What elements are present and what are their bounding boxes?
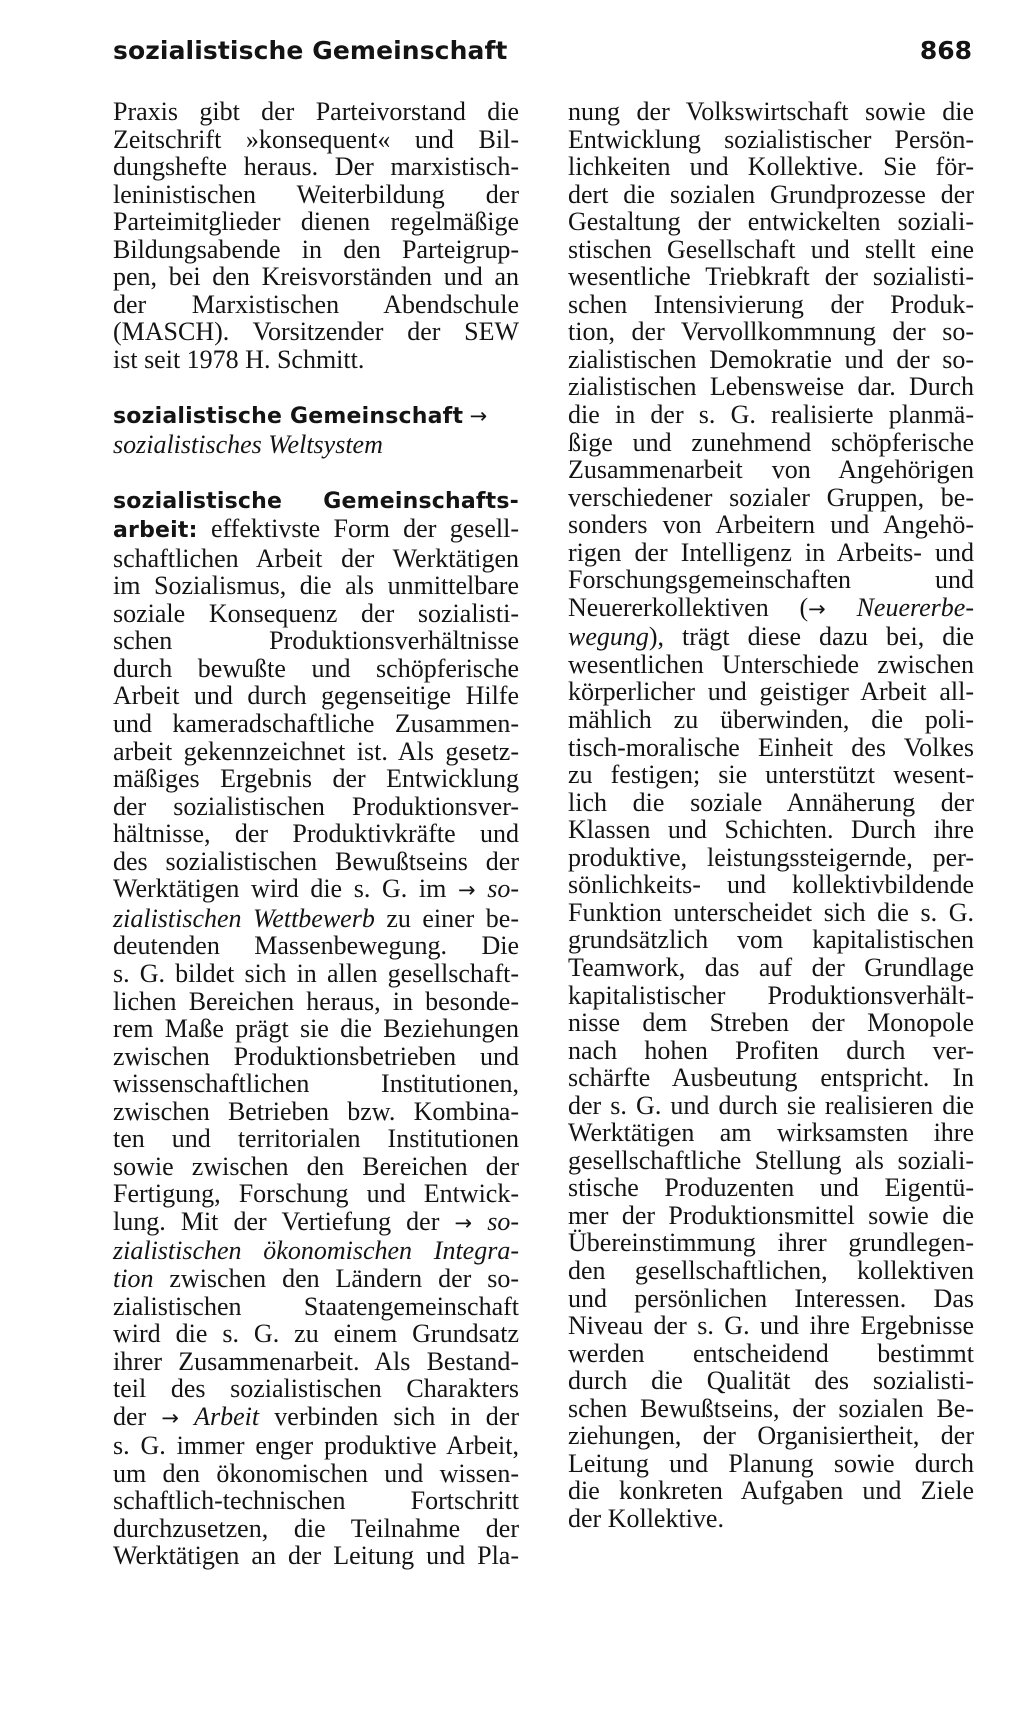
text-line: des sozialistischen Bewußtseins der: [113, 846, 519, 876]
text-line: stischen Gesellschaft und stellt eine: [568, 234, 974, 264]
cross-reference-link[interactable]: sozialistisches Weltsystem: [113, 429, 383, 459]
text-run: Werktätigen wird die s. G. im: [113, 874, 447, 904]
text-line: die konkreten Aufgaben und Ziele: [568, 1476, 974, 1506]
text-line: der sozialistischen Produktionsver-: [113, 791, 519, 821]
text-line: [568, 623, 974, 651]
right-column: [568, 98, 974, 1532]
text-line: schaftlichen Arbeit der Werktätigen: [113, 543, 519, 573]
text-run: der: [113, 1401, 147, 1431]
entry-headword: sozialistische Gemeinschaft: [113, 404, 464, 430]
text-line: ist seit 1978 H. Schmitt.: [113, 344, 365, 374]
cross-reference-arrow-icon: →: [469, 404, 488, 429]
text-line: schen Bewußtseins, der sozialen Be-: [568, 1393, 974, 1423]
text-line: und kameradschaftliche Zusammen-: [113, 709, 519, 739]
text-line: sonders von Arbeitern und Angehö-: [568, 510, 974, 540]
cross-reference-arrow-icon: →: [161, 1405, 179, 1430]
text-line: zialistischen Lebensweise dar. Durch: [568, 372, 974, 402]
entry-headword: arbeit:: [113, 518, 198, 544]
text-line: zwischen Produktionsbetrieben und: [113, 1041, 519, 1071]
text-line: lichen Bereichen heraus, in besonde-: [113, 986, 519, 1016]
text-line: tisch-moralische Einheit des Volkes: [568, 732, 974, 762]
text-line: durch bewußte und schöpferische: [113, 653, 519, 683]
text-line: körperlicher und geistiger Arbeit all-: [568, 677, 974, 707]
text-line: arbeit gekennzeichnet ist. Als gesetz-: [113, 736, 519, 766]
definition-text: effektivste Form der gesell-: [210, 514, 520, 544]
cross-reference-arrow-icon: →: [457, 878, 476, 903]
text-line: Leitung und Planung sowie durch: [568, 1448, 974, 1478]
text-line: der Kollektive.: [568, 1503, 724, 1533]
text-line: mäßiges Ergebnis der Entwicklung: [113, 764, 519, 794]
cross-reference-link[interactable]: so-: [487, 1206, 519, 1236]
text-line: nung der Volkswirtschaft sowie die: [568, 97, 974, 126]
running-head: sozialistische Gemeinschaft: [113, 36, 508, 65]
text-line: grundsätzlich vom kapitalistischen: [568, 925, 974, 955]
text-line: [113, 875, 519, 905]
text-line: schen Produktionsverhältnisse: [113, 626, 519, 656]
text-line: lich die soziale Annäherung der: [568, 787, 974, 817]
text-line: zwischen Betrieben bzw. Kombina-: [113, 1096, 519, 1126]
text-line: [113, 1265, 519, 1293]
text-line: nach hohen Profiten durch ver-: [568, 1035, 974, 1065]
text-line: Arbeit und durch gegenseitige Hilfe: [113, 681, 519, 711]
text-line: ihrer Zusammenarbeit. Als Bestand-: [113, 1346, 519, 1376]
text-line: Werktätigen an der Leitung und Pla-: [113, 1541, 519, 1571]
text-line: teil des sozialistischen Charakters: [113, 1374, 519, 1404]
text-line: schärfte Ausbeutung entspricht. In: [568, 1063, 974, 1093]
text-line: Forschungsgemeinschaften und: [568, 565, 974, 595]
text-line: hältnisse, der Produktivkräfte und: [113, 819, 519, 849]
text-line: wissenschaftlichen Institutionen,: [113, 1069, 519, 1099]
text-line: schaftlich-technischen Fortschritt: [113, 1486, 519, 1516]
left-column: [113, 98, 519, 1570]
cross-reference-arrow-icon: →: [454, 1210, 473, 1235]
text-line: mählich zu überwinden, die poli-: [568, 705, 974, 735]
text-line: nisse dem Streben der Monopole: [568, 1008, 974, 1038]
text-line: [568, 594, 974, 624]
cross-reference-link[interactable]: Neuererbe-: [856, 592, 974, 622]
text-line: sowie zwischen den Bereichen der: [113, 1151, 519, 1181]
text-line: wird die s. G. zu einem Grundsatz: [113, 1319, 519, 1349]
text-line: um den ökonomischen und wissen-: [113, 1458, 519, 1488]
text-line: [113, 1208, 519, 1238]
text-line: s. G. immer enger produktive Arbeit,: [113, 1431, 519, 1461]
text-line: Teamwork, das auf der Grundlage: [568, 952, 974, 982]
text-line: verschiedener sozialer Gruppen, be-: [568, 482, 974, 512]
text-line: Parteimitglieder dienen regelmäßige: [113, 207, 519, 237]
cross-reference-arrow-icon: →: [808, 596, 826, 621]
text-line: ten und territorialen Institutionen: [113, 1124, 519, 1154]
text-line: [113, 1237, 519, 1265]
cross-reference-link[interactable]: tion: [113, 1263, 154, 1293]
entry-sozialistische-gemeinschaftsarbeit: [113, 486, 519, 1570]
text-line: wesentlichen Unterschiede zwischen: [568, 649, 974, 679]
text-line: Werktätigen am wirksamsten ihre: [568, 1118, 974, 1148]
text-run: zu einer be-: [386, 903, 519, 933]
text-line: Entwicklung sozialistischer Persön-: [568, 124, 974, 154]
text-line: Praxis gibt der Parteivorstand die: [113, 97, 519, 126]
text-line: (MASCH). Vorsitzender der SEW: [113, 317, 519, 347]
text-line: der Marxistischen Abendschule: [113, 289, 519, 319]
text-line: zu festigen; sie unterstützt wesent-: [568, 760, 974, 790]
text-line: den gesellschaftlichen, kollektiven: [568, 1255, 974, 1285]
text-line: [113, 1403, 519, 1433]
text-line: rem Maße prägt sie die Beziehungen: [113, 1014, 519, 1044]
text-line: werden entscheidend bestimmt: [568, 1338, 974, 1368]
text-line: wesentliche Triebkraft der sozialisti-: [568, 262, 974, 292]
text-line: zialistischen Staatengemeinschaft: [113, 1291, 519, 1321]
text-line: Zeitschrift »konsequent« und Bil-: [113, 124, 519, 154]
cross-reference-link[interactable]: zialistischen Wettbewerb: [113, 903, 375, 933]
text-line: Niveau der s. G. und ihre Ergebnisse: [568, 1311, 974, 1341]
text-line: [113, 515, 519, 545]
text-run: ), trägt diese dazu bei, die: [648, 622, 974, 652]
text-line: tion, der Vervollkommnung der so-: [568, 317, 974, 347]
text-line: deutenden Massenbewegung. Die: [113, 931, 519, 961]
text-line: sönlichkeits- und kollektivbildende: [568, 870, 974, 900]
text-line: Funktion unterscheidet sich die s. G.: [568, 897, 974, 927]
cross-reference-link[interactable]: so-: [487, 874, 520, 904]
text-line: produktive, leistungssteigernde, per-: [568, 842, 974, 872]
text-line: Gestaltung der entwickelten soziali-: [568, 207, 974, 237]
text-line: die in der s. G. realisierte planmä-: [568, 400, 974, 430]
text-line: der s. G. und durch sie realisieren die: [568, 1090, 974, 1120]
text-line: durch die Qualität des sozialisti-: [568, 1366, 974, 1396]
text-line: pen, bei den Kreisvorständen und an: [113, 262, 519, 292]
previous-entry-continuation: [113, 98, 519, 373]
text-line: soziale Konsequenz der sozialisti-: [113, 598, 519, 628]
cross-reference-link[interactable]: wegung: [568, 622, 649, 652]
text-line: ßige und zunehmend schöpferische: [568, 427, 974, 457]
text-line: [113, 486, 519, 516]
text-line: durchzusetzen, die Teilnahme der: [113, 1513, 519, 1543]
text-line: [113, 431, 519, 459]
entry-headword: sozialistische Gemeinschafts-: [113, 488, 519, 514]
text-line: [113, 905, 519, 933]
text-line: zialistischen Demokratie und der so-: [568, 344, 974, 374]
page-number: 868: [919, 36, 972, 65]
text-line: [113, 401, 519, 431]
cross-reference-link[interactable]: zialistischen ökonomischen Integra-: [113, 1236, 519, 1266]
text-line: dungshefte heraus. Der marxistisch-: [113, 152, 519, 182]
cross-reference-link[interactable]: Arbeit: [194, 1401, 260, 1431]
text-line: Übereinstimmung ihrer grundlegen-: [568, 1228, 974, 1258]
text-line: gesellschaftliche Stellung als soziali-: [568, 1145, 974, 1175]
entry-sozialistische-gemeinschaft: [113, 401, 519, 458]
text-line: mer der Produktionsmittel sowie die: [568, 1200, 974, 1230]
text-run: zwischen den Ländern der so-: [169, 1263, 520, 1293]
text-run: verbinden sich in der: [274, 1401, 520, 1431]
text-line: ziehungen, der Organisiertheit, der: [568, 1421, 974, 1451]
text-line: Fertigung, Forschung und Entwick-: [113, 1179, 519, 1209]
text-line: Bildungsabende in den Parteigrup-: [113, 234, 519, 264]
text-line: leninistischen Weiterbildung der: [113, 179, 519, 209]
text-line: im Sozialismus, die als unmittelbare: [113, 571, 519, 601]
text-run: Neuererkollektiven (: [568, 592, 809, 622]
text-line: dert die sozialen Grundprozesse der: [568, 179, 974, 209]
text-run: lung. Mit der Vertiefung der: [113, 1206, 440, 1236]
text-line: kapitalistischer Produktionsverhält-: [568, 980, 974, 1010]
text-line: schen Intensivierung der Produk-: [568, 289, 974, 319]
entry-continuation: [568, 98, 974, 1532]
text-line: Klassen und Schichten. Durch ihre: [568, 815, 974, 845]
text-line: Zusammenarbeit von Angehörigen: [568, 455, 974, 485]
text-line: lichkeiten und Kollektive. Sie för-: [568, 152, 974, 182]
text-line: rigen der Intelligenz in Arbeits- und: [568, 537, 974, 567]
text-line: und persönlichen Interessen. Das: [568, 1283, 974, 1313]
text-line: stische Produzenten und Eigentü-: [568, 1173, 974, 1203]
text-line: s. G. bildet sich in allen gesellschaft-: [113, 958, 519, 988]
